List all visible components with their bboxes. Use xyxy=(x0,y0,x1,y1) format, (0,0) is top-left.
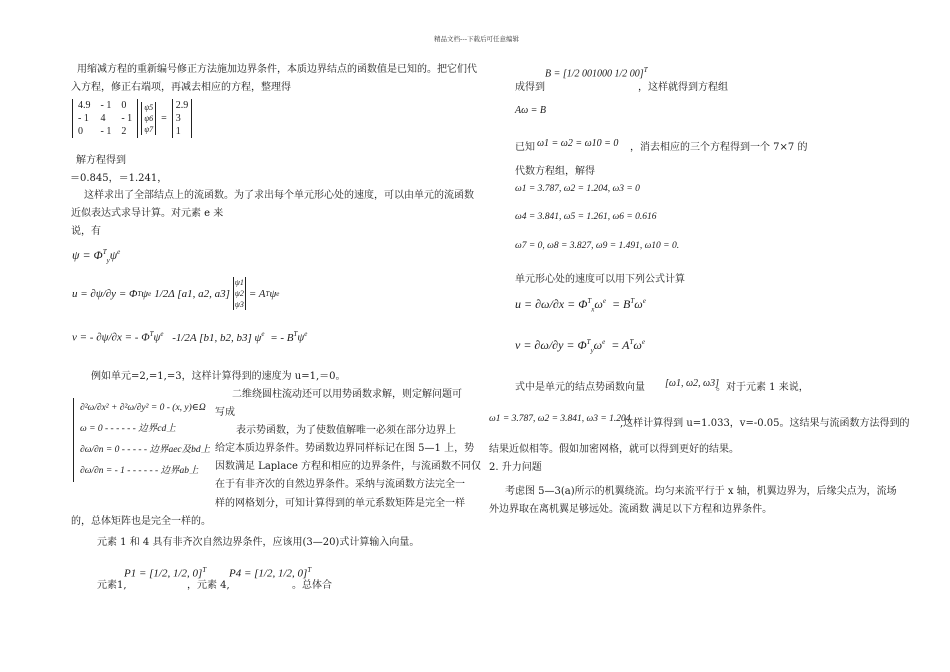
v-formula: v = - ∂ψ/∂x = - $\Phi^T\psi^e$ -1/2A [b1, b2, b3] $\psi^e$ = - $B^T\psi^e$ xyxy=(72,330,308,344)
assembly-text: 。总体合 xyxy=(292,580,332,591)
node-vector-suffix: 。对于元素 1 来说， xyxy=(716,382,809,393)
p4-vector: P4 = [1/2, 1/2, 0]$^T$ xyxy=(229,566,312,580)
potential-para-line-2: 给定本质边界条件。势函数边界同样标记在图 5—1 上，势 xyxy=(215,443,475,454)
solve-result: ＝0.845，＝1.241， xyxy=(70,173,168,184)
section-heading-lift: 2. 升力问题 xyxy=(489,462,542,473)
solution-row-3: ω7 = 0, ω8 = 3.827, ω9 = 1.491, ω10 = 0. xyxy=(515,241,680,251)
u-formula: u = ∂ψ/∂y = Φ T ψ e 1/2Δ [a1, a2, a3] ψ1 ψ2 ψ3 = A T ψ e xyxy=(72,278,280,309)
left-paragraph-2-line-1: 这样求出了全部结点上的流函数。为了求出每个单元形心处的速度，可以由单元的流函数 xyxy=(84,190,474,201)
known-suffix: ，消去相应的三个方程得到一个 7×7 的 xyxy=(630,142,808,153)
left-paragraph-2-line-3: 说，有 xyxy=(71,226,101,237)
solution-row-1: ω1 = 3.787, ω2 = 1.204, ω3 = 0 xyxy=(515,184,640,194)
b-vector-formula: B = [1/2 001000 1/2 00]$^T$ xyxy=(545,66,648,80)
element-1-result: ω1 = 3.787, ω2 = 3.841, ω3 = 1.204 xyxy=(489,414,631,424)
known-values: ω1 = ω2 = ω10 = 0 xyxy=(537,138,619,149)
velocity-result: ,这样计算得到 u=1.033，v=-0.05。这结果与流函数方法得到的 xyxy=(620,418,910,429)
potential-para-line-1: 表示势函数，为了使数值解唯一必须在部分边界上 xyxy=(236,425,456,436)
element-boundary-note: 元素 1 和 4 具有非齐次自然边界条件，应该用(3—20)式计算输入向量。 xyxy=(97,537,420,548)
potential-para-line-3: 因数满足 Laplace 方程和相应的边界条件，与流函数不同仅 xyxy=(215,461,482,472)
psi-formula: $\psi = \Phi^T_y\psi^e$ xyxy=(72,248,121,265)
airfoil-para-line-1: 考虑图 5—3(a)所示的机翼绕流。均匀来流平行于 x 轴，机翼边界为，后缘尖点为，流场 xyxy=(505,486,897,497)
known-prefix: 已知 xyxy=(515,142,535,153)
solution-row-2: ω4 = 3.841, ω5 = 1.261, ω6 = 0.616 xyxy=(515,212,657,222)
system-equation-4: ∂ω/∂n = - 1 - - - - - - 边界ab上 xyxy=(80,466,199,476)
element-1-label: 元素1, xyxy=(97,580,127,591)
system-equation-3: ∂ω/∂n = 0 - - - - - 边界aec及bd上 xyxy=(80,445,211,455)
matrix-equation xyxy=(72,99,192,138)
node-vector: [ω1, ω2, ω3] xyxy=(665,378,719,389)
page-header: 精品文档---下载后可任意编辑 xyxy=(434,35,520,43)
p1-vector: P1 = [1/2, 1/2, 0]$^T$ xyxy=(124,566,207,580)
b-vector-label: 成得到 xyxy=(515,82,545,93)
solve-line: 代数方程组，解得 xyxy=(515,166,595,177)
u-psi-vector: ψ1 ψ2 ψ3 xyxy=(234,278,244,309)
solve-label: 解方程得到 xyxy=(76,155,126,166)
velocity-title: 单元形心处的速度可以用下列公式计算 xyxy=(515,274,685,285)
potential-intro-line-1: 二维绕圆柱流动还可以用势函数求解，则定解问题可 xyxy=(232,389,462,400)
boundary-system xyxy=(73,398,210,482)
potential-para-end: 的，总体矩阵也是完全一样的。 xyxy=(71,516,211,527)
left-paragraph-1-line-1: 用缩减方程的重新编号修正方法施加边界条件，本质边界结点的函数值是已知的。把它们代 xyxy=(77,64,477,75)
potential-para-line-5: 样的网格划分，可知计算得到的单元系数矩阵是完全一样 xyxy=(215,498,465,509)
b-vector-tail: ，这样就得到方程组 xyxy=(638,82,728,93)
aw-equation: Aω = B xyxy=(515,105,547,116)
velocity-v-formula: $v = \partial\omega/\partial y = \Phi^T_y\omega^e = A^T\omega^e$ xyxy=(515,338,645,355)
rhs-vector: 2.9 3 1 xyxy=(172,99,193,138)
velocity-u-formula: $u = \partial\omega/\partial x = \Phi^T_x\omega^e = B^T\omega^e$ xyxy=(515,297,646,314)
left-paragraph-2-line-2: 近似表达式求导计算。对元素 e 来 xyxy=(71,208,224,219)
result-comparison: 结果近似相等。假如加密网格，就可以得到更好的结果。 xyxy=(489,444,739,455)
coefficient-matrix: 4.9 - 1 0 - 1 4 - 1 0 - 1 2 xyxy=(72,99,138,138)
element-4-label: ，元素 4, xyxy=(187,580,230,591)
potential-intro-line-2: 写成 xyxy=(215,407,235,418)
left-paragraph-1-line-2: 入方程，修正右端项，再减去相应的方程，整理得 xyxy=(71,82,291,93)
system-equation-1: ∂²ω/∂x² + ∂²ω/∂y² = 0 - (x, y)∈Ω xyxy=(80,403,206,413)
node-vector-prefix: 式中是单元的结点势函数向量 xyxy=(515,382,645,393)
example-line: 例如单元=2,=1,=3，这样计算得到的速度为 u=1,＝0。 xyxy=(91,371,346,382)
psi-vector: ψ5 ψ6 ψ7 xyxy=(141,102,156,135)
potential-para-line-4: 在于有非齐次的自然边界条件。采纳与流函数方法完全一 xyxy=(215,479,465,490)
equals-sign: = xyxy=(161,113,167,124)
airfoil-para-line-2: 外边界取在离机翼足够远处。流函数 满足以下方程和边界条件。 xyxy=(489,504,773,515)
system-equation-2: ω = 0 - - - - - - 边界cd上 xyxy=(80,424,176,434)
